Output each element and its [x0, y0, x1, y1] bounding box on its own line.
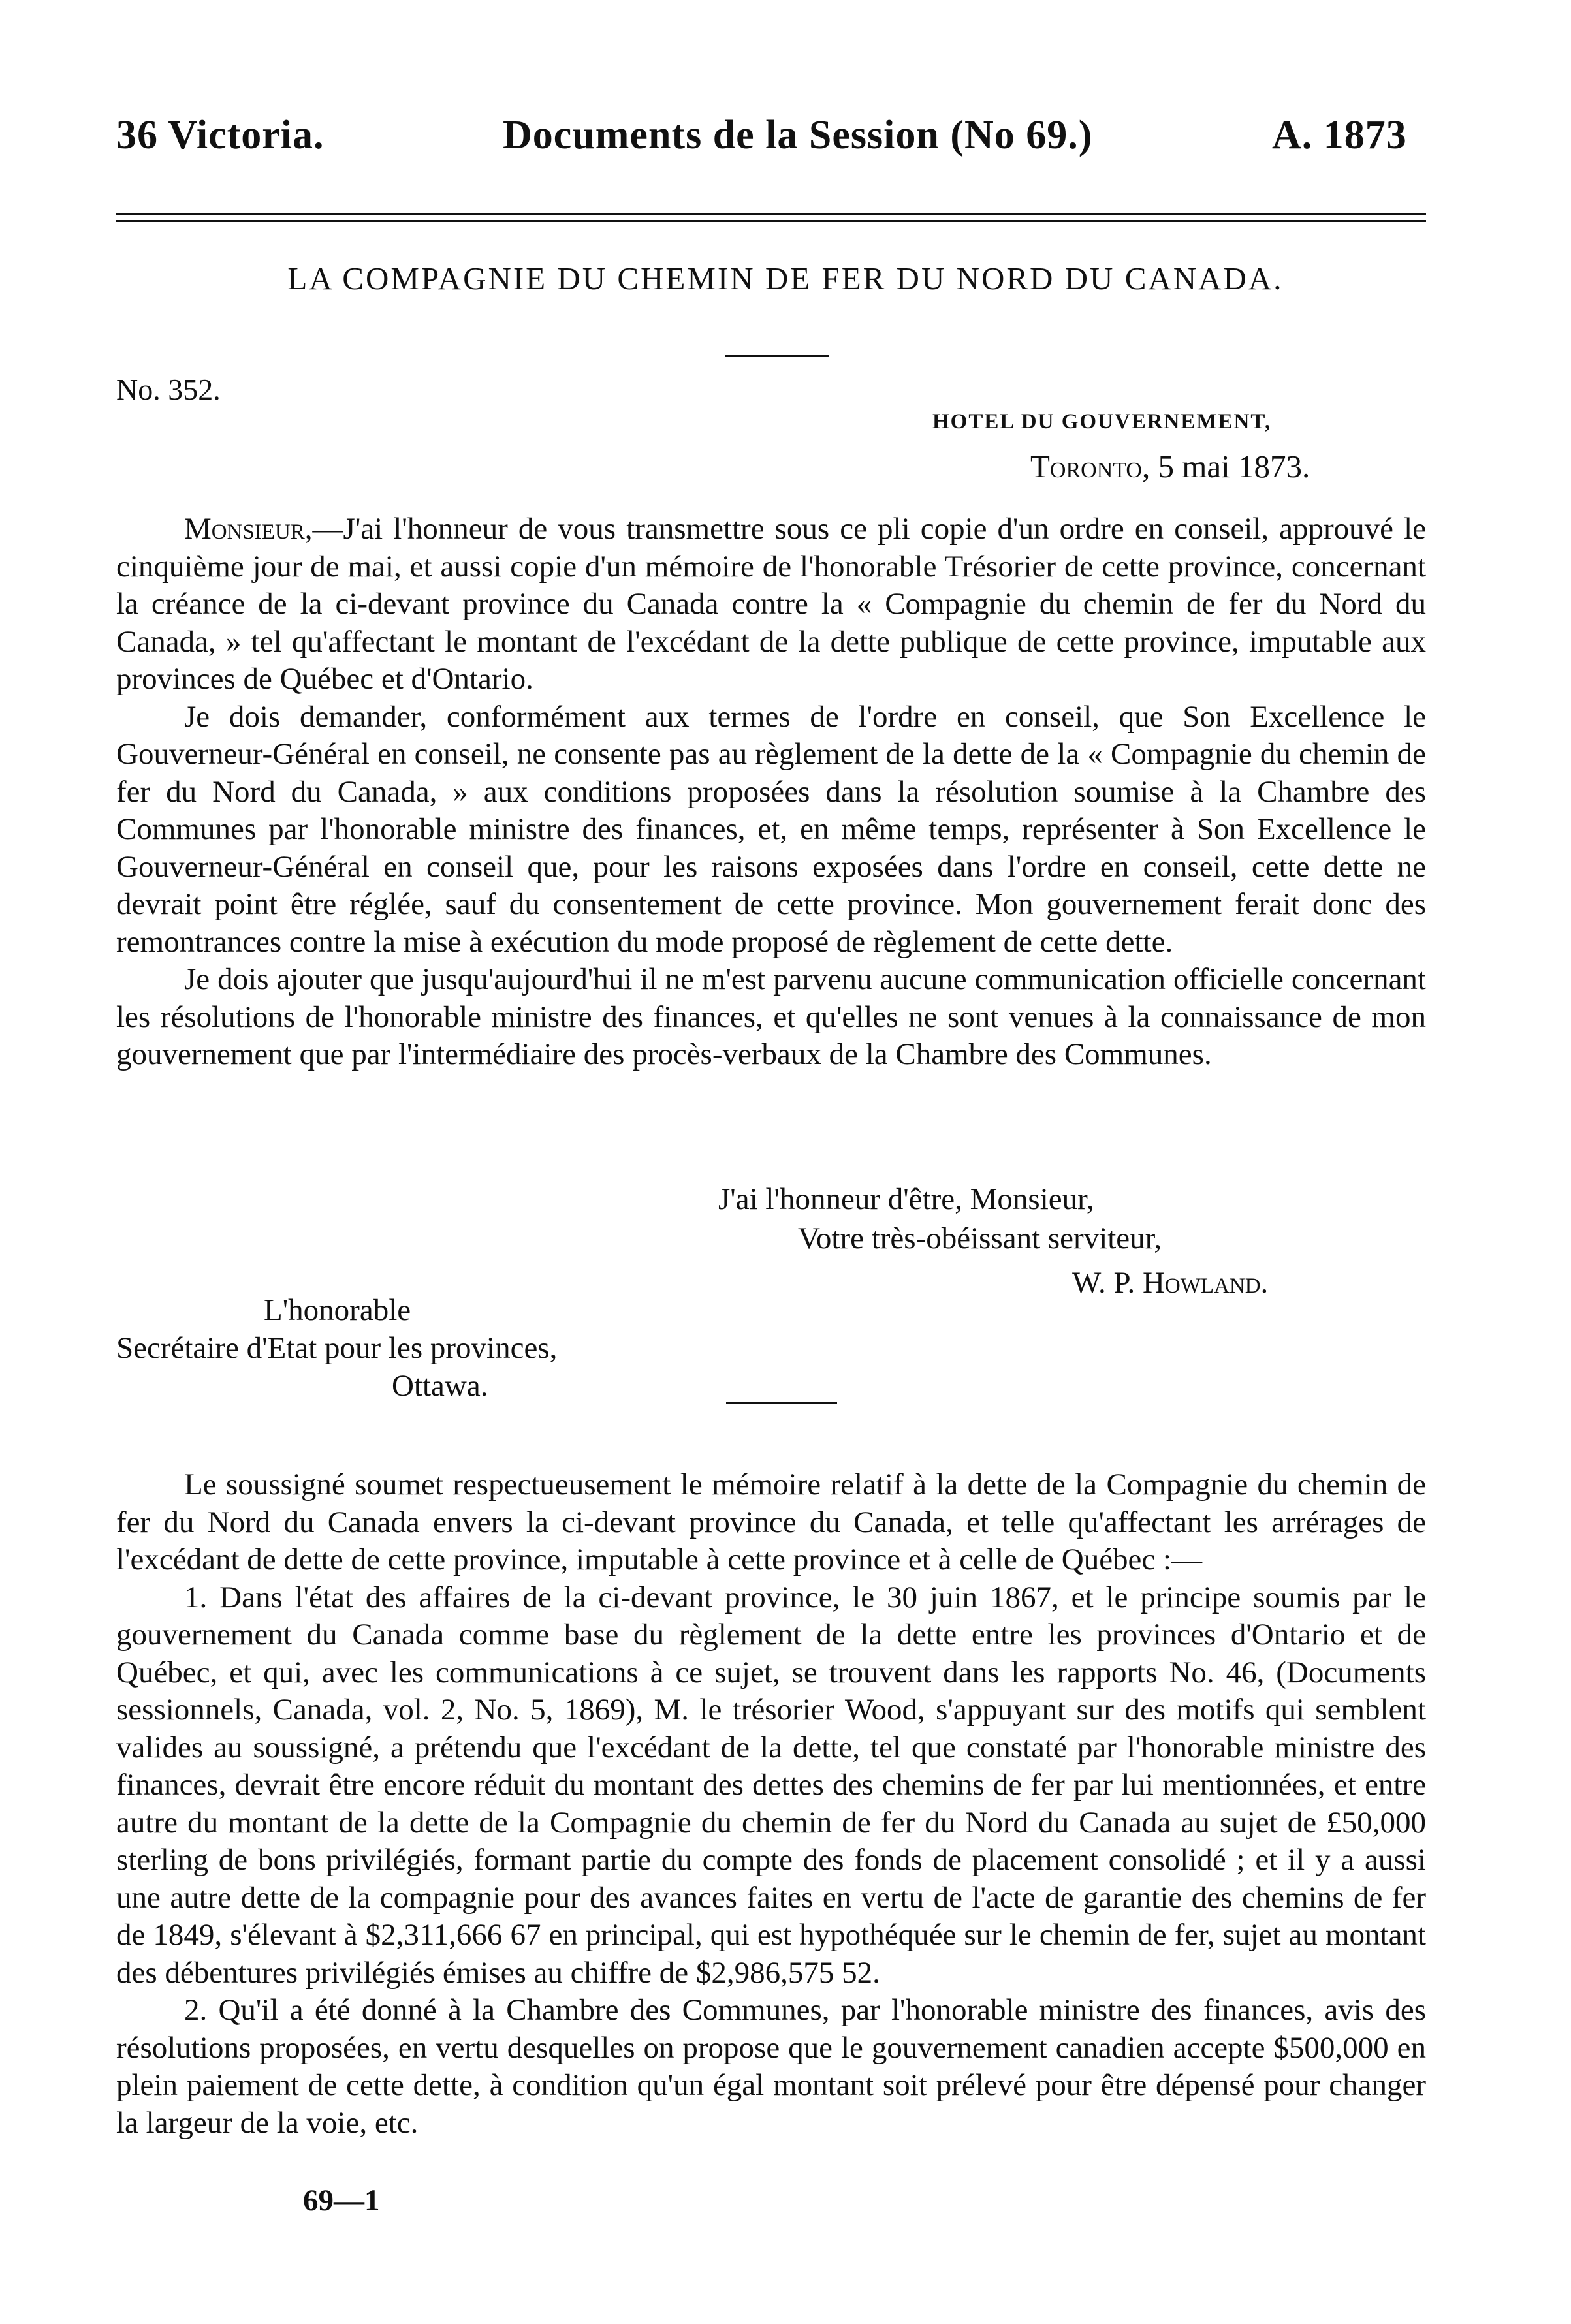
header-document-title: Documents de la Session (No 69.): [503, 113, 1093, 157]
letter-body: [116, 510, 1426, 1074]
letter-dateline: [1030, 448, 1310, 485]
signature-initials: W. P.: [1072, 1266, 1135, 1300]
letter-paragraph: Je dois ajouter que jusqu'aujourd'hui il ne m'est parvenu aucune communication officielle concernant les résolutions de l'honorable ministre des finances, et qu'elles ne sont venues à la connaissance de mon gouvernement que par l'intermédiaire des procès-verbaux de la Chambre des Communes.: [116, 962, 1426, 1071]
header-double-rule: [116, 213, 1426, 222]
letter-paragraph-text: —J'ai l'honneur de vous transmettre sous ce pli copie d'un ordre en conseil, approuvé le cinquième jour de mai, et aussi copie d'un mémoire de l'honorable Trésorier de cette province, concernant la créance de la ci-devant province du Canada contre la « Compagnie du chemin de fer du Nord du Canada, » tel qu'affectant le montant de l'excédant de la dette publique de cette province, imputable aux provinces de Québec et d'Ontario.: [116, 512, 1426, 696]
letter-number: No. 352.: [116, 373, 221, 406]
memo-paragraph: 1. Dans l'état des affaires de la ci-devant province, le 30 juin 1867, et le principe soumis par le gouvernement du Canada comme base du règlement de la dette entre les provinces d'Ontario et de Québec, et qui, avec les communications à ce sujet, se trouvent dans les rapports No. 46, (Documents sessionnels, Canada, vol. 2, No. 5, 1869), M. le trésorier Wood, s'appuyant sur des motifs qui semblent valides au soussigné, a prétendu que l'excédant de la dette, tel que constaté par l'honorable ministre des finances, devrait être encore réduit du montant des dettes des chemins de fer par lui mentionnées, et entre autre du montant de la dette de la Compagnie du chemin de fer du Nord du Canada au sujet de £50,000 sterling de bons privilégiés, formant partie du compte des fonds de placement consolidé ; et il y a aussi une autre dette de la compagnie pour des avances faites en vertu de l'acte de garantie des chemins de fer de 1849, s'élevant à $2,311,666 67 en principal, qui est hypothéquée sur le chemin de fer, sujet au montant des débentures privilégiés émises au chiffre de $2,986,575 52.: [116, 1580, 1426, 1990]
letter-city: Toronto,: [1030, 448, 1150, 484]
title-divider: [725, 355, 829, 357]
letter-valediction: Votre très-obéissant serviteur,: [798, 1221, 1162, 1255]
page-number: 69—1: [303, 2184, 380, 2218]
letter-paragraph: [116, 510, 1426, 699]
section-divider: [726, 1402, 837, 1404]
memo-body: [116, 1466, 1426, 2142]
addressee-title: Secrétaire d'Etat pour les provinces,: [116, 1331, 558, 1365]
addressee-honorific: L'honorable: [264, 1293, 411, 1327]
letter-signature: [1072, 1265, 1268, 1300]
letter-paragraph: Je dois demander, conformément aux termes de l'ordre en conseil, que Son Excellence le Gouverneur-Général en conseil, ne consente pas au règlement de la dette de la « Compagnie du chemin de fer du Nord du Canada, » aux conditions proposées dans la résolution soumise à la Chambre des Communes par l'honorable ministre des finances, et, en même temps, représenter à Son Excellence le Gouverneur-Général en conseil que, pour les raisons exposées dans l'ordre en conseil, cette dette ne devrait point être réglée, sauf du consentement de cette province. Mon gouvernement ferait donc des remontrances contre la mise à exécution du mode proposé de règlement de cette dette.: [116, 699, 1426, 959]
header-year: A. 1873: [1272, 113, 1407, 157]
letter-place: HOTEL DU GOUVERNEMENT,: [932, 410, 1272, 433]
signature-surname: Howland.: [1142, 1266, 1269, 1300]
document-title: LA COMPAGNIE DU CHEMIN DE FER DU NORD DU CANADA.: [287, 260, 1284, 296]
letter-date: 5 mai 1873.: [1158, 448, 1310, 484]
memo-paragraph: Le soussigné soumet respectueusement le mémoire relatif à la dette de la Compagnie du chemin de fer du Nord du Canada envers la ci-devant province du Canada, et telle qu'affectant les arrérages de l'excédant de dette de cette province, imputable à cette province et à celle de Québec :—: [116, 1468, 1426, 1577]
header-volume: 36 Victoria.: [116, 113, 325, 157]
memo-paragraph: 2. Qu'il a été donné à la Chambre des Communes, par l'honorable ministre des finances, avis des résolutions proposées, en vertu desquelles on propose que le gouvernement canadien accepte $500,000 en plein paiement de cette dette, à condition qu'un égal montant soit prélevé pour être dépensé pour changer la largeur de la voie, etc.: [116, 1993, 1426, 2140]
addressee-city: Ottawa.: [392, 1369, 488, 1403]
running-header: [0, 112, 1571, 184]
letter-closing: J'ai l'honneur d'être, Monsieur,: [718, 1182, 1094, 1216]
letter-salutation: Monsieur,: [184, 512, 313, 546]
